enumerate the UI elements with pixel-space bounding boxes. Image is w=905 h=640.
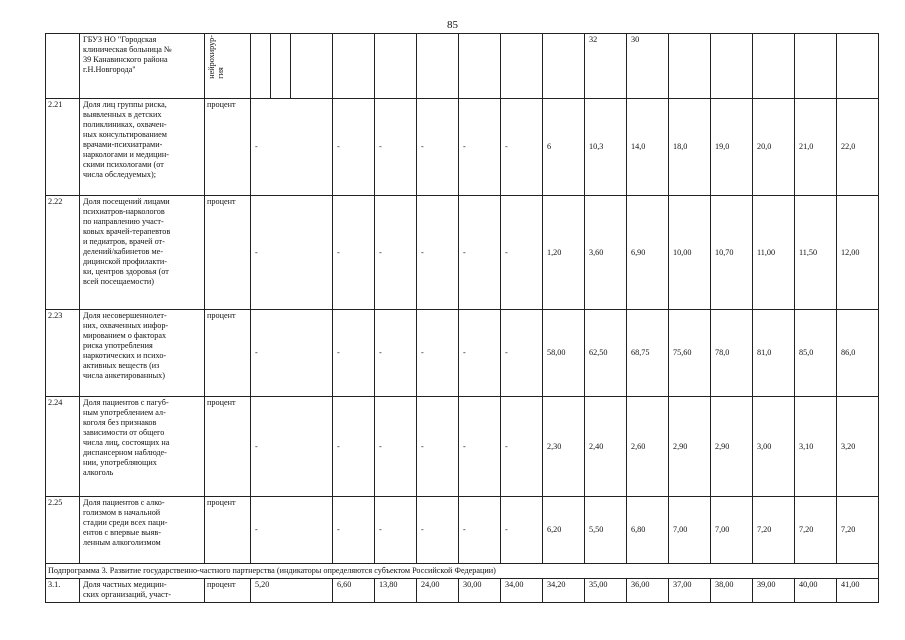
specialty-cell — [205, 34, 251, 99]
indicator-name-cell: Доля лиц группы риска, выявленных в детских поликлиниках, охвачен- ных консультированием врачами-психиатрами- наркологами и медицин- скими психологами (от числа обследуемых); — [80, 99, 205, 196]
value-cell: - — [417, 310, 459, 397]
value-cell: 11,00 — [753, 196, 795, 310]
value-cell — [543, 34, 585, 99]
value-cell: - — [251, 397, 333, 497]
value-cell — [375, 34, 417, 99]
unit-cell: процент — [205, 310, 251, 397]
value-cell: 7,20 — [753, 497, 795, 564]
value-cell: - — [251, 310, 333, 397]
value-cell: 20,0 — [753, 99, 795, 196]
value-cell: 40,00 — [795, 579, 837, 603]
row-code-cell: 2.25 — [46, 497, 80, 564]
table-row — [46, 99, 879, 196]
row-code-cell: 2.24 — [46, 397, 80, 497]
value-cell: 6 — [543, 99, 585, 196]
value-cell — [501, 34, 543, 99]
value-cell: 81,0 — [753, 310, 795, 397]
value-cell: 34,20 — [543, 579, 585, 603]
value-cell — [271, 34, 291, 99]
value-cell: 10,3 — [585, 99, 627, 196]
indicators-table — [45, 33, 879, 603]
indicator-name-cell: Доля посещений лицами психиатров-наркологов по направлению участ- ковых врачей-терапевтов и педиатров, врачей от- делений/кабинетов ме- дицинской профилакти- ки, центров здоровья (от всей посещаемости) — [80, 196, 205, 310]
value-cell: 85,0 — [795, 310, 837, 397]
value-cell: 75,60 — [669, 310, 711, 397]
value-cell: 58,00 — [543, 310, 585, 397]
value-cell: 12,00 — [837, 196, 879, 310]
value-cell: 18,0 — [669, 99, 711, 196]
value-cell: - — [333, 99, 375, 196]
value-cell: 5,20 — [251, 579, 333, 603]
organization-name-cell: ГБУЗ НО "Городская клиническая больница № 39 Канавинского района г.Н.Новгорода" — [80, 34, 205, 99]
value-cell: 41,00 — [837, 579, 879, 603]
value-cell: 6,60 — [333, 579, 375, 603]
value-cell — [417, 34, 459, 99]
value-cell: - — [375, 310, 417, 397]
value-cell: 3,20 — [837, 397, 879, 497]
value-cell: 62,50 — [585, 310, 627, 397]
value-cell — [753, 34, 795, 99]
value-cell: 78,0 — [711, 310, 753, 397]
subprogram-header-row — [46, 564, 879, 579]
value-cell: - — [459, 497, 501, 564]
value-cell: 7,20 — [837, 497, 879, 564]
value-cell: - — [459, 310, 501, 397]
table-row — [46, 34, 879, 99]
value-cell: 34,00 — [501, 579, 543, 603]
value-cell: 5,50 — [585, 497, 627, 564]
row-code-cell: 2.23 — [46, 310, 80, 397]
value-cell: - — [501, 497, 543, 564]
value-cell: 7,00 — [711, 497, 753, 564]
value-cell: 21,0 — [795, 99, 837, 196]
value-cell: - — [375, 397, 417, 497]
value-cell: 6,20 — [543, 497, 585, 564]
value-cell: - — [333, 310, 375, 397]
value-cell: 2,40 — [585, 397, 627, 497]
row-code-cell: 2.22 — [46, 196, 80, 310]
value-cell: 3,00 — [753, 397, 795, 497]
unit-cell: процент — [205, 497, 251, 564]
value-cell: 36,00 — [627, 579, 669, 603]
value-cell: - — [417, 397, 459, 497]
indicator-name-cell: Доля пациентов с алко- голизмом в начальной стадии среди всех паци- ентов с впервые выяв- ленным алкоголизмом — [80, 497, 205, 564]
value-cell: - — [501, 99, 543, 196]
unit-cell: процент — [205, 196, 251, 310]
value-cell: 30,00 — [459, 579, 501, 603]
value-cell: - — [417, 497, 459, 564]
value-cell: 68,75 — [627, 310, 669, 397]
value-cell: 6,80 — [627, 497, 669, 564]
value-cell: - — [459, 196, 501, 310]
value-cell: - — [501, 397, 543, 497]
value-cell: - — [501, 310, 543, 397]
value-cell: 10,00 — [669, 196, 711, 310]
value-cell: 1,20 — [543, 196, 585, 310]
value-cell: - — [459, 397, 501, 497]
value-cell: 30 — [627, 34, 669, 99]
value-cell — [333, 34, 375, 99]
value-cell — [251, 34, 271, 99]
value-cell: 14,0 — [627, 99, 669, 196]
value-cell: - — [501, 196, 543, 310]
value-cell: - — [251, 99, 333, 196]
value-cell: - — [375, 99, 417, 196]
value-cell: 86,0 — [837, 310, 879, 397]
value-cell: 39,00 — [753, 579, 795, 603]
value-cell: 11,50 — [795, 196, 837, 310]
value-cell: 19,0 — [711, 99, 753, 196]
value-cell: - — [417, 196, 459, 310]
value-cell: 2,90 — [711, 397, 753, 497]
value-cell: - — [251, 497, 333, 564]
value-cell: - — [459, 99, 501, 196]
page-number: 85 — [447, 19, 458, 31]
unit-cell: процент — [205, 579, 251, 603]
row-code-cell — [46, 34, 80, 99]
value-cell: - — [375, 497, 417, 564]
value-cell: 22,0 — [837, 99, 879, 196]
value-cell: - — [333, 196, 375, 310]
value-cell: 2,60 — [627, 397, 669, 497]
value-cell — [669, 34, 711, 99]
value-cell: 13,80 — [375, 579, 417, 603]
table-row — [46, 196, 879, 310]
value-cell — [291, 34, 333, 99]
indicator-name-cell: Доля пациентов с пагуб- ным употреблением ал- коголя без признаков зависимости от общего числа лиц, состоящих на диспансерном наблюде- нии, употребляющих алкоголь — [80, 397, 205, 497]
value-cell — [837, 34, 879, 99]
indicator-name-cell: Доля несовершеннолет- них, охваченных инфор- мированием о факторах риска употребления наркотических и психо- активных веществ (из числа анкетированных) — [80, 310, 205, 397]
value-cell: 24,00 — [417, 579, 459, 603]
subprogram-header: Подпрограмма 3. Развитие государственно-частного партнерства (индикаторы определяются субъектом Российской Федерации) — [46, 564, 879, 579]
value-cell: - — [333, 497, 375, 564]
value-cell: 2,90 — [669, 397, 711, 497]
value-cell: 37,00 — [669, 579, 711, 603]
unit-cell: процент — [205, 99, 251, 196]
table-row — [46, 397, 879, 497]
value-cell: 3,60 — [585, 196, 627, 310]
value-cell: 2,30 — [543, 397, 585, 497]
table-row — [46, 579, 879, 603]
value-cell: 7,00 — [669, 497, 711, 564]
value-cell: 38,00 — [711, 579, 753, 603]
row-code-cell: 3.1. — [46, 579, 80, 603]
specialty-label: нейрохирур- гия — [207, 35, 225, 79]
value-cell: - — [333, 397, 375, 497]
table-row — [46, 310, 879, 397]
value-cell: - — [417, 99, 459, 196]
row-code-cell: 2.21 — [46, 99, 80, 196]
indicator-name-cell: Доля частных медицин- ских организаций, участ- — [80, 579, 205, 603]
value-cell: - — [375, 196, 417, 310]
value-cell — [711, 34, 753, 99]
unit-cell: процент — [205, 397, 251, 497]
table-row — [46, 497, 879, 564]
value-cell: 3,10 — [795, 397, 837, 497]
value-cell: 10,70 — [711, 196, 753, 310]
value-cell: 35,00 — [585, 579, 627, 603]
value-cell — [795, 34, 837, 99]
value-cell: - — [251, 196, 333, 310]
value-cell: 7,20 — [795, 497, 837, 564]
value-cell: 6,90 — [627, 196, 669, 310]
value-cell: 32 — [585, 34, 627, 99]
value-cell — [459, 34, 501, 99]
